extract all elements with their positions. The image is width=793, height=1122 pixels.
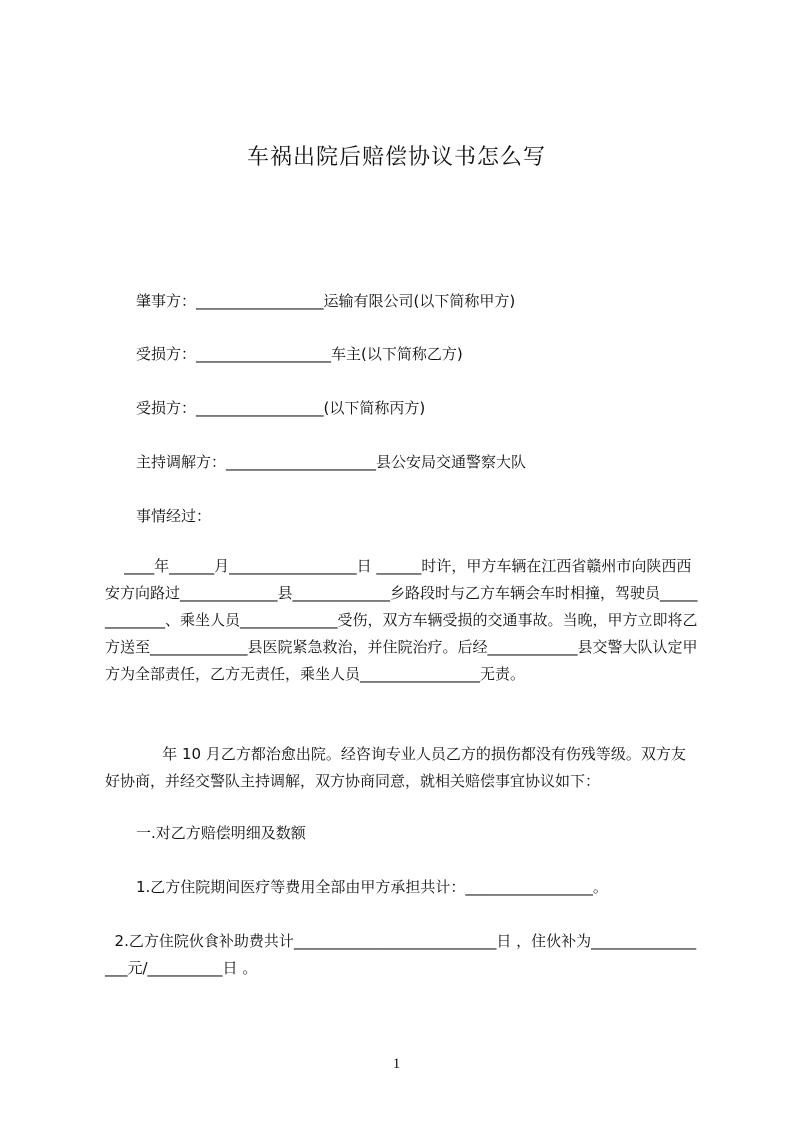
compensation-item-1: 1.乙方住院期间医疗等费用全部由甲方承担共计：_________________。 xyxy=(136,878,608,896)
compensation-item-2: 2.乙方住院伙食补助费共计___________________________日 ，住伙补为_________________元/__________日 。 xyxy=(105,932,697,977)
incident-paragraph: ____年______月_________________日 ______时许，甲方车辆在江西省赣州市向陕西西安方向路过_____________县_____________乡路段时与乙方车辆会车时相撞，驾驶员_____________、乘坐人员_____________受伤，双方车辆受损的交通事故。当晚，甲方立即将乙方送至_____________县医院紧急救治，并住院治疗。后经____________县交警大队认定甲方为全部责任，乙方无责任，乘坐人员________________无责。 xyxy=(105,557,698,683)
mediator-line: 主持调解方：____________________县公安局交通警察大队 xyxy=(136,453,527,471)
page-number: 1 xyxy=(392,1056,401,1072)
document-title: 车祸出院后赔偿协议书怎么写 xyxy=(246,145,546,170)
party-a-line: 肇事方：_________________运输有限公司(以下简称甲方) xyxy=(136,292,516,310)
incident-heading: 事情经过： xyxy=(136,507,212,525)
party-b-line: 受损方：__________________车主(以下简称乙方) xyxy=(136,345,463,363)
section-one-heading: 一.对乙方赔偿明细及数额 xyxy=(136,824,306,842)
recovery-paragraph: 年 10 月乙方都治愈出院。经咨询专业人员乙方的损伤都没有伤残等级。双方友好协商，并经交警队主持调解，双方协商同意，就相关赔偿事宜协议如下： xyxy=(105,745,686,790)
party-c-line: 受损方：_________________(以下简称丙方) xyxy=(136,399,426,417)
